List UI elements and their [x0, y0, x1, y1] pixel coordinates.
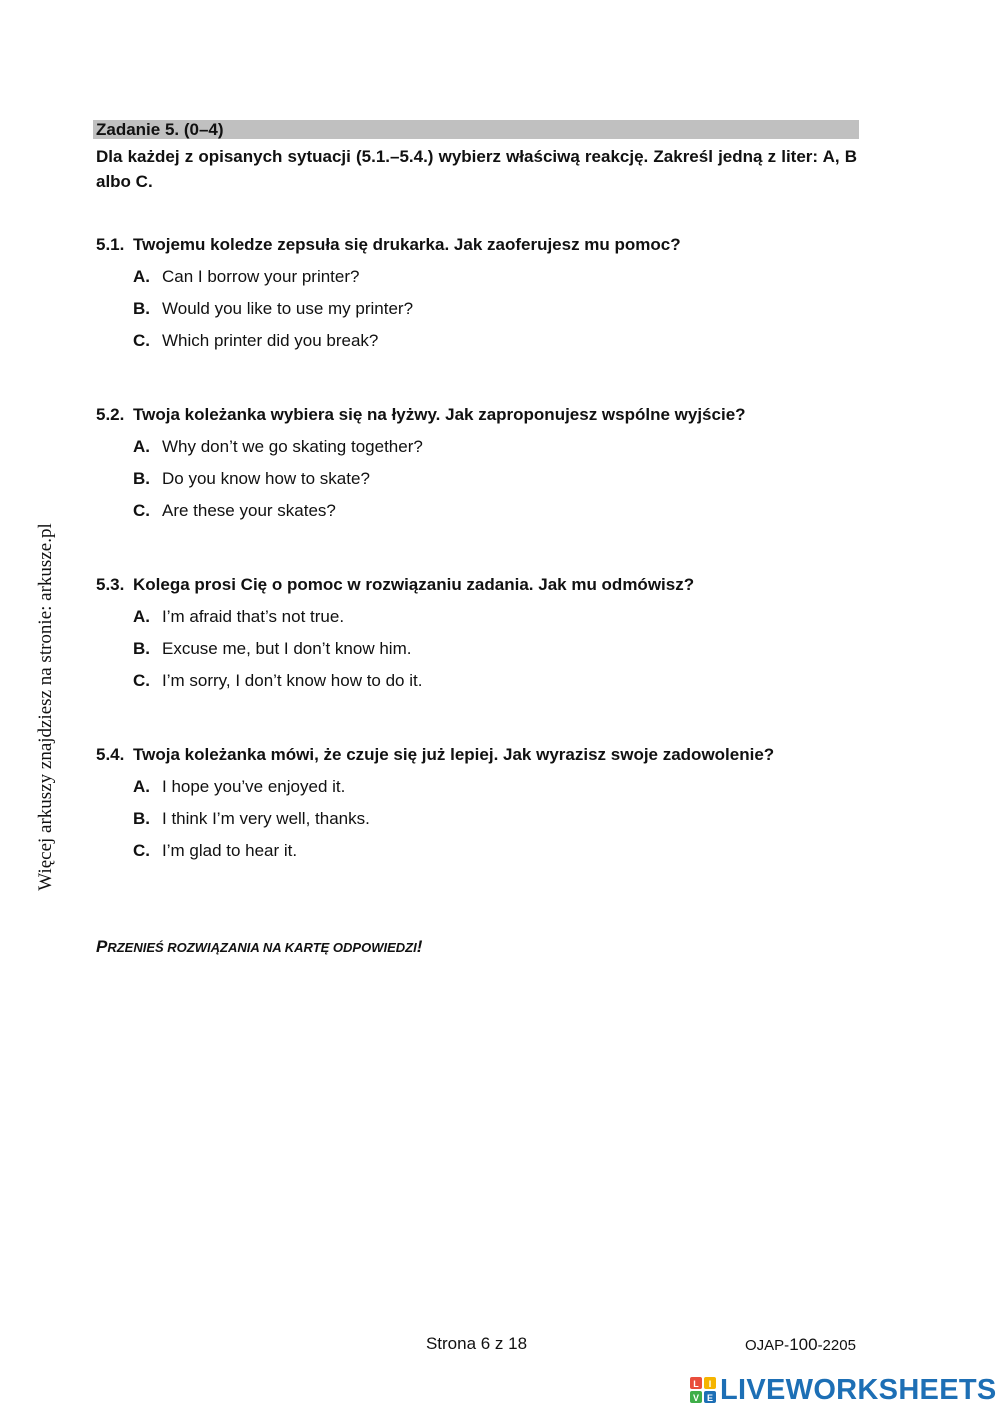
option-text: Which printer did you break? — [162, 331, 379, 350]
option-b[interactable] — [133, 639, 876, 659]
option-letter: B. — [133, 639, 150, 658]
question-prompt: Twoja koleżanka mówi, że czuje się już lepiej. Jak wyrazisz swoje zadowolenie? — [133, 745, 775, 764]
option-letter: C. — [133, 671, 150, 690]
question-5-1 — [96, 235, 876, 351]
transfer-initial: P — [96, 937, 108, 956]
page-number: Strona 6 z 18 — [425, 1334, 528, 1353]
question-number: 5.2. — [96, 405, 125, 424]
option-text: Can I borrow your printer? — [162, 267, 360, 286]
option-letter: A. — [133, 607, 150, 626]
brand-name: LIVEWORKSHEETS — [720, 1374, 997, 1406]
option-a[interactable] — [133, 267, 876, 287]
question-number: 5.3. — [96, 575, 125, 594]
transfer-text: RZENIEŚ ROZWIĄZANIA NA KARTĘ ODPOWIEDZI — [107, 940, 417, 955]
exam-code — [745, 1336, 856, 1355]
option-letter: B. — [133, 469, 150, 488]
transfer-exclaim: ! — [416, 937, 423, 956]
option-c[interactable] — [133, 671, 876, 691]
svg-text:V: V — [692, 1393, 700, 1403]
option-a[interactable] — [133, 437, 876, 457]
question-heading — [96, 405, 876, 425]
option-a[interactable] — [133, 607, 876, 627]
option-text: Are these your skates? — [162, 501, 336, 520]
option-c[interactable] — [133, 841, 876, 861]
question-5-4 — [96, 745, 876, 861]
option-text: Excuse me, but I don’t know him. — [162, 639, 412, 658]
option-b[interactable] — [133, 299, 876, 319]
question-number: 5.1. — [96, 235, 125, 254]
question-prompt: Twojemu koledze zepsuła się drukarka. Jak zaoferujesz mu pomoc? — [133, 235, 681, 254]
option-b[interactable] — [133, 809, 876, 829]
option-text: I’m glad to hear it. — [162, 841, 298, 860]
task-header: Zadanie 5. (0–4) — [93, 120, 859, 139]
option-text: I think I’m very well, thanks. — [162, 809, 370, 828]
svg-text:E: E — [706, 1393, 714, 1403]
side-note-text: Więcej arkuszy znajdziesz na stronie: arkusze.pl — [35, 523, 56, 891]
option-text: Do you know how to skate? — [162, 469, 370, 488]
option-a[interactable] — [133, 777, 876, 797]
svg-text:I: I — [708, 1379, 712, 1389]
option-letter: C. — [133, 841, 150, 860]
option-letter: B. — [133, 299, 150, 318]
option-text: Would you like to use my printer? — [162, 299, 414, 318]
option-c[interactable] — [133, 331, 876, 351]
question-prompt: Twoja koleżanka wybiera się na łyżwy. Jak zaproponujesz wspólne wyjście? — [133, 405, 746, 424]
question-prompt: Kolega prosi Cię o pomoc w rozwiązaniu zadania. Jak mu odmówisz? — [133, 575, 695, 594]
liveworksheets-brand[interactable] — [690, 1373, 997, 1407]
option-text: I’m sorry, I don’t know how to do it. — [162, 671, 423, 690]
option-letter: A. — [133, 267, 150, 286]
question-5-2 — [96, 405, 876, 521]
transfer-answers-note — [96, 937, 422, 958]
option-letter: C. — [133, 331, 150, 350]
option-text: I hope you’ve enjoyed it. — [162, 777, 346, 796]
question-number: 5.4. — [96, 745, 125, 764]
option-letter: B. — [133, 809, 150, 828]
task-instruction: Dla każdej z opisanych sytuacji (5.1.–5.4.) wybierz właściwą reakcję. Zakreśl jedną z liter: A, B albo C. — [96, 147, 857, 191]
question-heading — [96, 745, 876, 765]
exam-code-prefix: OJAP- — [745, 1337, 790, 1354]
option-letter: A. — [133, 437, 150, 456]
option-text: Why don’t we go skating together? — [162, 437, 423, 456]
exam-code-suffix: -2205 — [817, 1337, 856, 1354]
option-letter: A. — [133, 777, 150, 796]
exam-code-main: 100 — [789, 1335, 818, 1354]
question-heading — [96, 235, 876, 255]
question-heading — [96, 575, 876, 595]
option-text: I’m afraid that’s not true. — [162, 607, 345, 626]
option-letter: C. — [133, 501, 150, 520]
option-b[interactable] — [133, 469, 876, 489]
liveworksheets-logo-icon — [690, 1377, 716, 1403]
option-c[interactable] — [133, 501, 876, 521]
question-5-3 — [96, 575, 876, 691]
svg-text:L: L — [693, 1379, 699, 1389]
